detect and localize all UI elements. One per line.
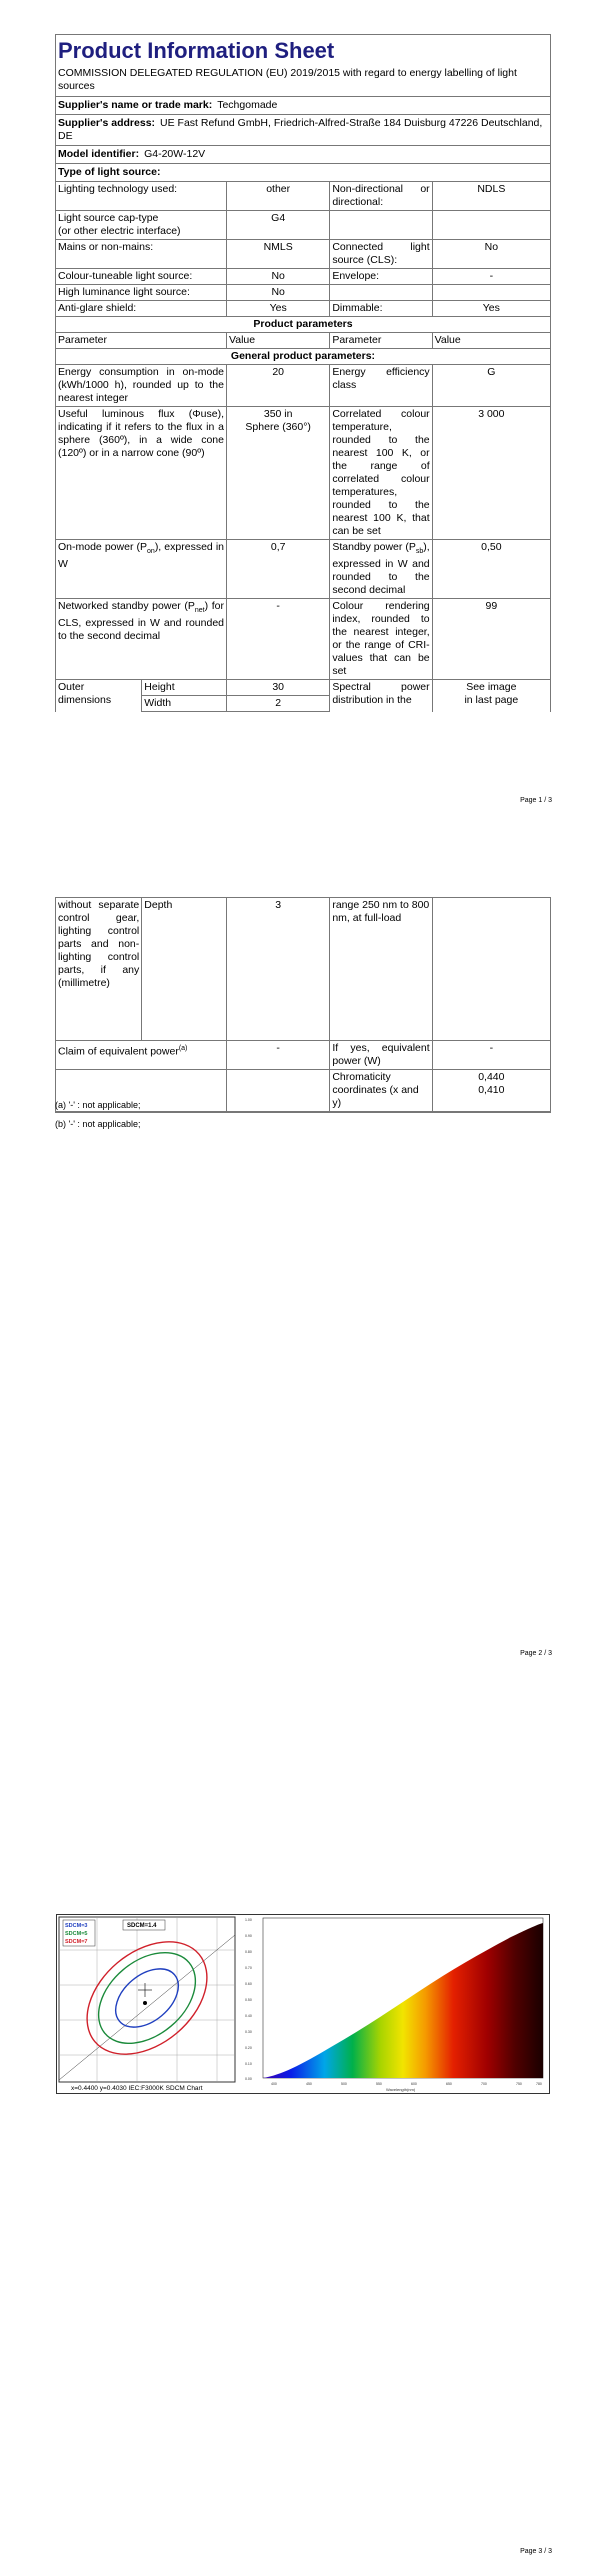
table-row [56, 1041, 550, 1070]
supplier-value: Techgomade [217, 99, 278, 111]
cell-label: High luminance light source: [56, 285, 227, 301]
table-row [56, 407, 550, 540]
legend-sdcm3: SDCM=3 [65, 1923, 88, 1929]
svg-text:0.00: 0.00 [245, 2077, 252, 2081]
cell-value: No [227, 269, 330, 285]
cell-value: 0,7 [227, 540, 330, 599]
page-2 [0, 808, 603, 1666]
table-row [56, 211, 550, 240]
flux-value-line: Sphere (360°) [245, 421, 311, 433]
page-number: Page 3 / 3 [520, 2548, 552, 2555]
address-label: Supplier's address: [58, 117, 156, 129]
measured-point [143, 2001, 147, 2005]
cell-label: without separate control gear, lighting control parts and non-lighting control parts, if any (millimetre) [56, 898, 142, 1041]
cell-value: No [432, 240, 550, 269]
sdcm-caption: x=0.4400 y=0.4030 IEC:F3000K SDCM Chart [71, 2085, 203, 2092]
svg-text:450: 450 [306, 2082, 312, 2086]
svg-text:750: 750 [516, 2082, 522, 2086]
cell-label [56, 599, 227, 680]
cell-label: Energy consumption in on-mode (kWh/1000 h), rounded up to the nearest integer [56, 365, 227, 407]
model-row [56, 146, 550, 164]
page-number: Page 1 / 3 [520, 797, 552, 804]
cell-label: Useful luminous flux (Φuse), indicating if it refers to the flux in a sphere (360º), in a wide cone (120º) or in a narrow cone (90º) [56, 407, 227, 540]
cell-value [227, 407, 330, 540]
table-row [56, 365, 550, 407]
table-row [56, 285, 550, 301]
cell-value: 99 [432, 599, 550, 680]
cell-value [432, 680, 550, 712]
column-header: Value [227, 333, 330, 349]
text-sub: net [194, 607, 205, 615]
svg-text:0.20: 0.20 [245, 2046, 252, 2050]
cell-label: Height [142, 680, 227, 696]
cell-label: Depth [142, 898, 227, 1041]
text-part: Claim of equivalent power [58, 1045, 179, 1058]
cell-value [432, 1070, 550, 1112]
cell-value: 3 000 [432, 407, 550, 540]
cell-label: Non-directional or directional: [330, 182, 432, 211]
cell-label [56, 540, 227, 599]
model-label: Model identifier: [58, 148, 140, 160]
spectral-value-line: See image [466, 681, 517, 694]
cell-value: NDLS [432, 182, 550, 211]
cap-label-line: (or other electric interface) [58, 225, 181, 237]
table-row [56, 240, 550, 269]
page-number: Page 2 / 3 [520, 1650, 552, 1657]
cap-label-line: Light source cap-type [58, 212, 159, 224]
cell-value: - [432, 269, 550, 285]
svg-text:0.10: 0.10 [245, 2062, 252, 2066]
light-type-label: Type of light source: [58, 166, 161, 178]
svg-text:600: 600 [411, 2082, 417, 2086]
supplier-label: Supplier's name or trade mark: [58, 99, 213, 111]
svg-text:780: 780 [536, 2082, 542, 2086]
column-header: Parameter [330, 333, 432, 349]
text-part: ) for CLS, expressed in W and rounded to the second decimal [58, 600, 224, 643]
model-value: G4-20W-12V [144, 148, 206, 160]
cell-label: Energy efficiency class [330, 365, 432, 407]
cell-label: Colour rendering index, rounded to the nearest integer, or the range of CRI-values that can be set [330, 599, 432, 680]
column-header: Value [432, 333, 550, 349]
cell-label: Connected light source (CLS): [330, 240, 432, 269]
svg-text:0.50: 0.50 [245, 1998, 252, 2002]
cell-label: Correlated colour temperature, rounded to the nearest 100 K, or the range of correlated colour temperatures, rounded to the nearest 100 K, that can be set [330, 407, 432, 540]
page-1 [0, 0, 603, 808]
address-value: UE Fast Refund GmbH, Friedrich-Alfred-Straße 184 Duisburg 47226 Deutschland, DE [58, 117, 543, 142]
cell-value: Yes [432, 301, 550, 317]
table-row [56, 898, 550, 1041]
cell-value [432, 898, 550, 1041]
table-row [56, 301, 550, 317]
info-sheet-frame [55, 34, 551, 712]
svg-text:0.60: 0.60 [245, 1982, 252, 1986]
product-params-heading: Product parameters [56, 317, 550, 333]
cell-label [330, 211, 432, 240]
cell-value: NMLS [227, 240, 330, 269]
table-row [56, 599, 550, 680]
cell-value: No [227, 285, 330, 301]
cell-label [330, 285, 432, 301]
supplier-row [56, 97, 550, 115]
svg-text:650: 650 [446, 2082, 452, 2086]
svg-text:500: 500 [341, 2082, 347, 2086]
general-params-heading: General product parameters: [56, 349, 550, 365]
cell-label: Envelope: [330, 269, 432, 285]
cell-value: - [432, 1041, 550, 1070]
cell-label: Mains or non-mains: [56, 240, 227, 269]
cell-value: 2 [227, 696, 330, 712]
text-sub: on [147, 548, 155, 556]
text-part: Networked standby power (P [58, 600, 195, 613]
column-header: Parameter [56, 333, 227, 349]
cell-value: 3 [227, 898, 330, 1041]
cell-label: Lighting technology used: [56, 182, 227, 211]
text-part: ), expressed in W [58, 541, 224, 571]
cell-label: Anti-glare shield: [56, 301, 227, 317]
legend-sdcm7: SDCM=7 [65, 1939, 88, 1945]
cell-value [432, 285, 550, 301]
text-part: Standby power (P [332, 541, 416, 553]
cell-empty [227, 1070, 330, 1112]
legend-sdcm5: SDCM=5 [65, 1931, 88, 1937]
cell-label [56, 1041, 227, 1070]
spectral-value-line: in last page [464, 694, 519, 707]
table-row [56, 540, 550, 599]
table-row [56, 182, 550, 211]
svg-text:0.70: 0.70 [245, 1966, 252, 1970]
cell-value: Yes [227, 301, 330, 317]
chroma-y: 0,410 [478, 1084, 505, 1096]
spectrum-chart [241, 1915, 547, 2093]
cell-label: range 250 nm to 800 nm, at full-load [330, 898, 432, 1041]
cell-value: - [227, 1041, 330, 1070]
cell-value: other [227, 182, 330, 211]
chroma-x: 0,440 [478, 1071, 505, 1083]
svg-text:550: 550 [376, 2082, 382, 2086]
params-table-continued [56, 898, 550, 1112]
cell-label: Chromaticity coordinates (x and y) [330, 1070, 432, 1112]
cell-value: - [227, 599, 330, 680]
footnote-b: (b) '-' : not applicable; [55, 1119, 141, 1129]
svg-text:0.90: 0.90 [245, 1934, 252, 1938]
svg-text:0.40: 0.40 [245, 2014, 252, 2018]
light-type-row [56, 164, 550, 182]
cell-label: Outer dimensions [56, 680, 142, 712]
cell-label [56, 211, 227, 240]
table-row [56, 269, 550, 285]
table-row [56, 680, 550, 696]
cell-value: G4 [227, 211, 330, 240]
regulation-text: COMMISSION DELEGATED REGULATION (EU) 2019/2015 with regard to energy labelling of light sources [56, 65, 550, 97]
svg-text:700: 700 [481, 2082, 487, 2086]
page-3 [0, 1666, 603, 2560]
text-sub: sb [415, 548, 424, 556]
table-row [56, 349, 550, 365]
svg-text:400: 400 [271, 2082, 277, 2086]
cell-label: If yes, equivalent power (W) [330, 1041, 432, 1070]
spectral-figure [56, 1914, 550, 2094]
cell-label: Dimmable: [330, 301, 432, 317]
cell-label: Width [142, 696, 227, 712]
svg-text:0.30: 0.30 [245, 2030, 252, 2034]
info-sheet-frame-continued [55, 897, 551, 1113]
page-title: Product Information Sheet [58, 38, 335, 63]
cell-value: 30 [227, 680, 330, 696]
sdcm-chart [57, 1915, 237, 2093]
cell-label: Colour-tuneable light source: [56, 269, 227, 285]
cell-label [330, 540, 432, 599]
table-row [56, 317, 550, 333]
spectrum-xlabel: Wavelength(nm) [386, 2087, 416, 2092]
text-part: On-mode power (P [58, 541, 148, 553]
flux-value-line: 350 in [263, 408, 293, 420]
cell-label: Spectral power distribution in the [330, 680, 432, 712]
text-sup: (a) [178, 1045, 188, 1052]
address-row [56, 115, 550, 146]
svg-text:0.80: 0.80 [245, 1950, 252, 1954]
light-source-table [56, 182, 550, 712]
text-part: ), expressed in W and rounded to the second decimal [332, 541, 430, 597]
cell-value [432, 211, 550, 240]
sdcm-value: SDCM=1.4 [127, 1923, 157, 1929]
svg-text:1.00: 1.00 [245, 1918, 252, 1922]
footnote-a: (a) '-' : not applicable; [55, 1100, 141, 1110]
cell-value: 20 [227, 365, 330, 407]
table-row [56, 333, 550, 349]
cell-value: G [432, 365, 550, 407]
cell-value: 0,50 [432, 540, 550, 599]
